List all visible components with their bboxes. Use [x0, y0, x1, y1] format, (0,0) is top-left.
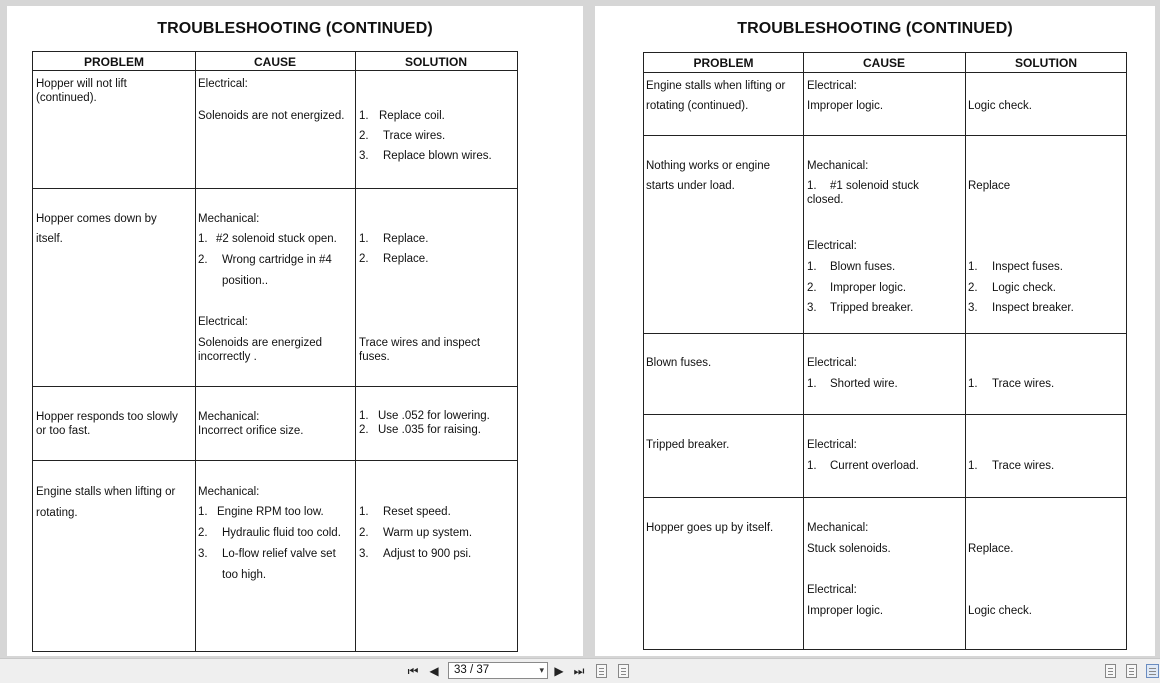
two-page-view-icon[interactable]: [1146, 664, 1159, 678]
chevron-down-icon[interactable]: ▾: [539, 665, 544, 675]
page-title: TROUBLESHOOTING (CONTINUED): [737, 20, 1013, 37]
first-page-icon[interactable]: ⏮: [407, 664, 419, 678]
document-page-right: [595, 6, 1155, 656]
copy-page-icon[interactable]: [618, 664, 629, 678]
header-solution: SOLUTION: [405, 55, 467, 69]
troubleshooting-table: PROBLEM CAUSE SOLUTION Hopper will not lift (continued). Electrical: Solenoids are not energized. 1. Replace coil. 2. Trace wires. 3. Replace blown wires. Hopper comes down by itself. Mechanical: 1. #2 solenoid stuck open. 2. Wrong cartridge in #4 position.. Electrical: Solenoids are energized incorrectly . 1. Replace. 2. Replace. Trace wires and inspect fuses. Hopper responds too slowly or too fast. Mechanical: Incorrect orifice size. 1. Use .052 for lowering. 2. Use .035 for raising. Engine stalls when lifting or rotating. Mechanical: 1. Engine RPM too low. 2. Hydraulic fluid too cold. 3. Lo-flow relief valve set too high. 1. Reset speed. 2. Warm up system. 3. Adjust to 900 psi.: [32, 51, 518, 652]
header-solution: SOLUTION: [1015, 56, 1077, 70]
header-cause: CAUSE: [862, 56, 905, 70]
last-page-icon[interactable]: ⏭: [573, 664, 585, 678]
viewer-toolbar: [0, 658, 1160, 683]
header-problem: PROBLEM: [84, 55, 144, 69]
page-indicator: 33 / 37: [454, 664, 490, 676]
header-problem: PROBLEM: [693, 56, 754, 70]
document-page-left: [7, 6, 583, 656]
header-cause: CAUSE: [253, 55, 296, 69]
next-page-icon[interactable]: ▶: [554, 664, 564, 678]
page-number-input[interactable]: [448, 662, 548, 679]
continuous-view-icon[interactable]: [1126, 664, 1137, 678]
troubleshooting-table: PROBLEM CAUSE SOLUTION Engine stalls when lifting or rotating (continued). Electrical: Improper logic. Logic check. Nothing works or engine starts under load. Mechanical: 1. #1 solenoid stuck closed. Electrical: 1. Blown fuses. 2. Improper logic. 3. Tripped breaker. Replace 1. Inspect fuses. 2. Logic check. 3. Inspect breaker. Blown fuses. Electrical: 1. Shorted wire. 1. Trace wires. Tripped breaker. Electrical: 1. Current overload. 1. Trace wires. Hopper goes up by itself. Mechanical: Stuck solenoids. Electrical: Improper logic. Replace. Logic check.: [643, 52, 1127, 650]
page-title: TROUBLESHOOTING (CONTINUED): [157, 20, 433, 37]
single-page-view-icon[interactable]: [1105, 664, 1116, 678]
previous-page-icon[interactable]: ◀: [429, 664, 439, 678]
rotate-view-icon[interactable]: [596, 664, 607, 678]
